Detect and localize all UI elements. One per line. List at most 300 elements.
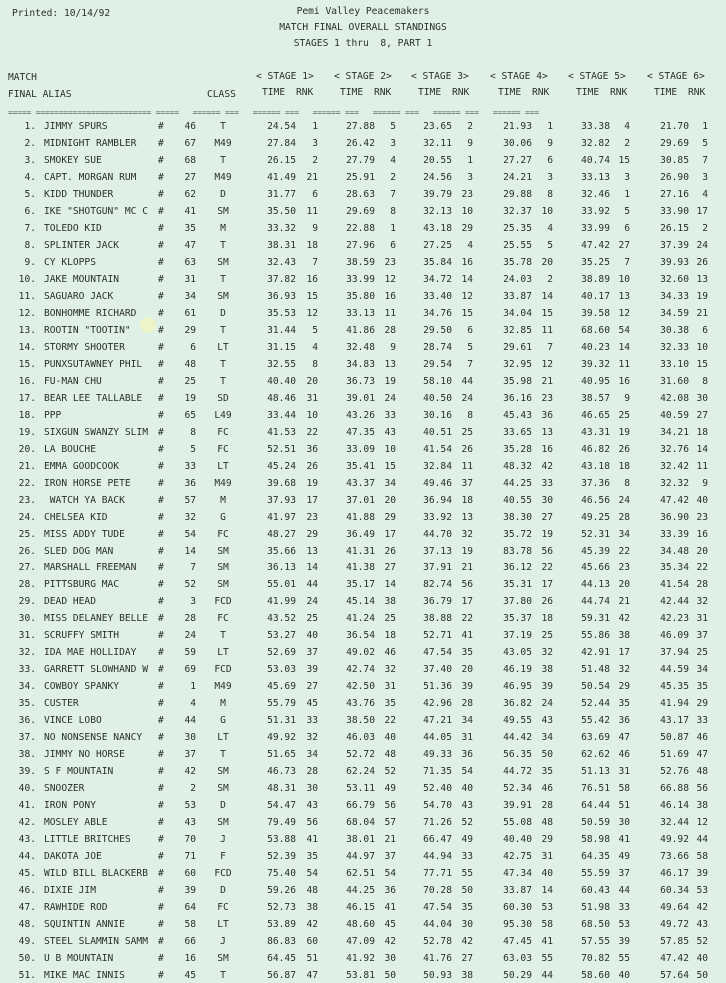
stage-2-time: 35.17	[346, 579, 375, 591]
shooter-alias: STEEL SLAMMIN SAMM	[44, 936, 148, 948]
stage-4-rnk-header: RNK	[532, 87, 550, 98]
stage-3-time: 33.92	[423, 511, 452, 523]
stage-6-rank: 48	[696, 766, 708, 778]
stage-6-rank: 40	[696, 494, 708, 506]
shooter-alias: PPP	[44, 409, 62, 421]
stage-6-time: 41.94	[660, 698, 689, 710]
stage-6-time: 21.70	[660, 121, 689, 132]
stage-4-time: 34.04	[503, 307, 532, 319]
stage-4-time: 49.55	[503, 715, 532, 727]
stage-3-time: 37.13	[423, 545, 452, 557]
shooter-class: D	[220, 885, 226, 897]
stage-3-rank: 56	[461, 579, 473, 591]
stage-2-rank: 48	[384, 749, 396, 761]
stage-2-time: 38.59	[346, 256, 375, 268]
number-sign: #	[158, 596, 164, 608]
stage-2-time: 41.88	[346, 511, 375, 523]
stage-6-rank: 12	[696, 817, 708, 829]
stage-2-rank: 31	[384, 681, 396, 693]
stage-1-time: 55.79	[267, 698, 296, 710]
stage-5-time: 32.82	[581, 137, 610, 149]
table-row	[0, 714, 726, 728]
table-row	[0, 273, 726, 287]
stage-6-rank: 26	[696, 256, 708, 268]
place-number: 12.	[18, 307, 36, 319]
stage-2-rank: 15	[384, 460, 396, 472]
stage-6-time: 46.14	[660, 800, 689, 812]
stage-2-time: 47.35	[346, 426, 375, 438]
stage-5-rank: 14	[618, 341, 630, 353]
stage-2-rank: 34	[384, 477, 396, 489]
table-row	[0, 154, 726, 168]
stage-1-time: 24.54	[267, 121, 296, 132]
stage-3-rank: 25	[461, 426, 473, 438]
stage-2-rank: 17	[384, 528, 396, 540]
stage-2-time: 26.42	[346, 137, 375, 149]
stage-3-time: 44.05	[423, 732, 452, 744]
stage-6-rank: 28	[696, 579, 708, 591]
stage-6-time: 33.90	[660, 205, 689, 217]
stage-2-rank: 3	[390, 137, 396, 149]
stage-4-time: 42.75	[503, 851, 532, 863]
shooter-class: T	[220, 630, 226, 642]
shooter-number: 7	[190, 562, 196, 574]
stage-5-time: 44.13	[581, 579, 610, 591]
stage-1-rank: 15	[306, 290, 318, 302]
shooter-number: 24	[184, 630, 196, 642]
stage-6-time: 29.69	[660, 137, 689, 149]
stage-5-time: 68.60	[581, 324, 610, 336]
stage-3-rank: 5	[467, 341, 473, 353]
stage-3-rank: 50	[461, 885, 473, 897]
stage-6-time: 32.76	[660, 443, 689, 455]
stage-1-rank: 37	[306, 647, 318, 659]
stage-2-rank: 6	[390, 239, 396, 251]
stage-1-time: 43.52	[267, 613, 296, 625]
stage-3-time: 33.40	[423, 290, 452, 302]
stage-5-time: 40.23	[581, 341, 610, 353]
stage-3-time: 41.76	[423, 953, 452, 965]
stage-1-time: 36.93	[267, 290, 296, 302]
place-number: 50.	[18, 953, 36, 965]
stage-5-time: 39.58	[581, 307, 610, 319]
stage-3-rank: 10	[461, 205, 473, 217]
table-row	[0, 578, 726, 592]
shooter-number: 1	[190, 681, 196, 693]
stage-1-rank: 43	[306, 800, 318, 812]
stage-5-time: 39.32	[581, 358, 610, 370]
stage-1-time: 49.92	[267, 732, 296, 744]
shooter-number: 5	[190, 443, 196, 455]
stage-6-rank: 37	[696, 630, 708, 642]
stage-2-time: 38.50	[346, 715, 375, 727]
stage-6-rank: 32	[696, 596, 708, 608]
stage-3-rank: 8	[467, 409, 473, 421]
shooter-alias: NO NONSENSE NANCY	[44, 732, 143, 744]
stage-5-rank: 46	[618, 749, 630, 761]
stage-1-time: 52.51	[267, 443, 296, 455]
shooter-number: 66	[184, 936, 196, 948]
stage-5-time: 52.31	[581, 528, 610, 540]
stage-1-time: 35.53	[267, 307, 296, 319]
stage-1-time: 37.93	[267, 494, 296, 506]
shooter-class: D	[220, 800, 226, 812]
number-sign: #	[158, 256, 164, 268]
stage-3-rank: 33	[461, 851, 473, 863]
shooter-alias: WATCH YA BACK	[44, 494, 125, 506]
stage-1-rank: 33	[306, 715, 318, 727]
stage-3-time: 37.40	[423, 664, 452, 676]
stage-2-time: 48.60	[346, 919, 375, 931]
stage-3-time: 47.54	[423, 647, 452, 659]
stage-1-time: 54.47	[267, 800, 296, 812]
table-row	[0, 561, 726, 575]
stage-3-time: 41.54	[423, 443, 452, 455]
stage-6-time: 47.42	[660, 494, 689, 506]
stage-6-time: 32.33	[660, 341, 689, 353]
stage-4-time: 56.35	[503, 749, 532, 761]
stage-5-rank: 47	[618, 732, 630, 744]
stage-4-rank: 17	[541, 579, 553, 591]
shooter-class: SM	[217, 953, 229, 965]
shooter-number: 65	[184, 409, 196, 421]
stage-2-rank: 24	[384, 392, 396, 404]
place-number: 30.	[18, 613, 36, 625]
stage-4-time: 35.72	[503, 528, 532, 540]
stage-2-time: 35.80	[346, 290, 375, 302]
stage-1-rank: 38	[306, 902, 318, 914]
shooter-class: T	[220, 358, 226, 370]
stage-5-rank: 37	[618, 868, 630, 880]
table-row	[0, 137, 726, 151]
stage-6-rank: 29	[696, 698, 708, 710]
stage-2-rank: 52	[384, 766, 396, 778]
stage-1-time: 41.49	[267, 171, 296, 183]
stage-2-time: 66.79	[346, 800, 375, 812]
table-row	[0, 239, 726, 253]
place-number: 14.	[18, 341, 36, 353]
shooter-class: SM	[217, 766, 229, 778]
shooter-class: D	[220, 188, 226, 200]
stage-5-rank: 36	[618, 715, 630, 727]
stage-4-time: 44.72	[503, 766, 532, 778]
shooter-alias: IDA MAE HOLLIDAY	[44, 647, 137, 659]
stage-5-time: 60.43	[581, 885, 610, 897]
stage-3-rank: 17	[461, 596, 473, 608]
stage-3-rank: 52	[461, 817, 473, 829]
stage-3-rank: 39	[461, 681, 473, 693]
shooter-number: 47	[184, 239, 196, 251]
stage-2-time: 22.88	[346, 222, 375, 234]
table-row	[0, 375, 726, 389]
place-number: 25.	[18, 528, 36, 540]
stage-1-rank: 9	[312, 222, 318, 234]
stage-1-header: < STAGE 1>	[256, 71, 314, 82]
number-sign: #	[158, 647, 164, 659]
stage-1-rank: 54	[306, 868, 318, 880]
stage-1-time: 27.84	[267, 137, 296, 149]
stage-6-time: 46.17	[660, 868, 689, 880]
stage-1-rank: 60	[306, 936, 318, 948]
stage-6-rank: 23	[696, 511, 708, 523]
stage-1-rank: 26	[306, 460, 318, 472]
stage-4-rank: 15	[541, 307, 553, 319]
stage-1-time: 52.39	[267, 851, 296, 863]
stage-2-time: 41.86	[346, 324, 375, 336]
shooter-alias: VINCE LOBO	[44, 715, 102, 727]
place-number: 20.	[18, 443, 36, 455]
table-row	[0, 528, 726, 542]
stage-5-time: 35.25	[581, 256, 610, 268]
stage-6-time: 34.21	[660, 426, 689, 438]
table-row	[0, 697, 726, 711]
stage-1-rank: 8	[312, 358, 318, 370]
place-number: 29.	[18, 596, 36, 608]
stage-5-time: 42.91	[581, 647, 610, 659]
stage-2-rank: 14	[384, 579, 396, 591]
stage-6-rank: 43	[696, 919, 708, 931]
stage-3-rank: 2	[467, 121, 473, 132]
stage-6-time: 42.08	[660, 392, 689, 404]
stage-2-rnk-header: RNK	[374, 87, 392, 98]
stage-2-rank: 57	[384, 817, 396, 829]
stage-3-time: 44.04	[423, 919, 452, 931]
stage-2-rank: 50	[384, 970, 396, 981]
place-number: 10.	[18, 273, 36, 285]
stage-3-time: 35.84	[423, 256, 452, 268]
stage-4-time: 48.32	[503, 460, 532, 472]
stage-3-rank: 9	[467, 137, 473, 149]
stage-5-rank: 26	[618, 443, 630, 455]
stage-5-time: 33.92	[581, 205, 610, 217]
stage-3-rank: 31	[461, 732, 473, 744]
stage-5-rank: 30	[618, 817, 630, 829]
stage-5-rank: 2	[624, 137, 630, 149]
stage-3-time: 52.40	[423, 783, 452, 795]
stage-1-rank: 22	[306, 426, 318, 438]
table-row	[0, 358, 726, 372]
stage-4-rank: 36	[541, 409, 553, 421]
place-number: 42.	[18, 817, 36, 829]
shooter-alias: BONHOMME RICHARD	[44, 307, 137, 319]
stage-5-rank: 54	[618, 324, 630, 336]
table-row	[0, 867, 726, 881]
stage-2-rank: 35	[384, 698, 396, 710]
stage-3-rank: 30	[461, 919, 473, 931]
stage-4-rank: 25	[541, 630, 553, 642]
stage-4-time: 33.87	[503, 885, 532, 897]
stage-3-rnk-header: RNK	[452, 87, 470, 98]
table-row	[0, 918, 726, 932]
number-sign: #	[158, 834, 164, 846]
stage-5-rank: 3	[624, 171, 630, 183]
table-row	[0, 426, 726, 440]
stage-2-time: 36.54	[346, 630, 375, 642]
stage-1-rank: 14	[306, 562, 318, 574]
stage-1-rank: 2	[312, 154, 318, 166]
stage-2-rank: 5	[390, 121, 396, 132]
stage-3-rank: 19	[461, 545, 473, 557]
stage-2-time: 38.01	[346, 834, 375, 846]
shooter-class: L49	[214, 409, 232, 421]
number-sign: #	[158, 953, 164, 965]
stage-4-header: < STAGE 4>	[490, 71, 548, 82]
shooter-number: 63	[184, 256, 196, 268]
stage-1-time: 53.89	[267, 919, 296, 931]
number-sign: #	[158, 817, 164, 829]
number-sign: #	[158, 341, 164, 353]
stage-1-time: 48.31	[267, 783, 296, 795]
stage-2-time: 27.79	[346, 154, 375, 166]
stage-2-rank: 28	[384, 324, 396, 336]
place-number: 19.	[18, 426, 36, 438]
stage-5-rank: 27	[618, 239, 630, 251]
stage-2-time: 43.37	[346, 477, 375, 489]
shooter-class: SM	[217, 783, 229, 795]
shooter-number: 46	[184, 121, 196, 132]
table-row	[0, 816, 726, 830]
stage-6-time: 34.48	[660, 545, 689, 557]
stage-1-time: 32.43	[267, 256, 296, 268]
stage-6-time: 31.60	[660, 375, 689, 387]
stage-5-time: 37.36	[581, 477, 610, 489]
stage-1-rank: 42	[306, 919, 318, 931]
shooter-class: M49	[214, 681, 232, 693]
number-sign: #	[158, 936, 164, 948]
stage-3-rank: 23	[461, 188, 473, 200]
shooter-alias: U B MOUNTAIN	[44, 953, 114, 965]
stage-2-rank: 41	[384, 902, 396, 914]
stage-6-time: 39.93	[660, 256, 689, 268]
stage-2-time: 29.69	[346, 205, 375, 217]
place-number: 35.	[18, 698, 36, 710]
stage-2-rank: 8	[390, 205, 396, 217]
stage-6-rank: 2	[702, 222, 708, 234]
place-number: 18.	[18, 409, 36, 421]
stage-6-rank: 20	[696, 545, 708, 557]
shooter-class: F	[220, 851, 226, 863]
table-row	[0, 222, 726, 236]
stage-6-time: 51.69	[660, 749, 689, 761]
stage-3-rank: 24	[461, 392, 473, 404]
place-number: 9.	[24, 256, 36, 268]
shooter-class: SD	[217, 392, 229, 404]
match-header: MATCH	[8, 72, 37, 83]
stage-3-rank: 1	[467, 154, 473, 166]
stage-6-rank: 8	[702, 375, 708, 387]
shooter-class: LT	[217, 732, 229, 744]
place-number: 34.	[18, 681, 36, 693]
number-sign: #	[158, 426, 164, 438]
stage-5-time: 46.56	[581, 494, 610, 506]
stage-6-time: 32.44	[660, 817, 689, 829]
stage-3-time: 71.26	[423, 817, 452, 829]
shooter-number: 39	[184, 885, 196, 897]
place-number: 31.	[18, 630, 36, 642]
stage-4-rank: 32	[541, 647, 553, 659]
stage-4-time: 32.37	[503, 205, 532, 217]
stage-4-time: 39.91	[503, 800, 532, 812]
stage-3-rank: 6	[467, 324, 473, 336]
stage-4-time: 35.31	[503, 579, 532, 591]
stage-5-rank: 10	[618, 273, 630, 285]
stage-5-time: 59.31	[581, 613, 610, 625]
shooter-alias: MISS DELANEY BELLE	[44, 613, 148, 625]
shooter-class: FC	[217, 426, 229, 438]
stage-2-rank: 4	[390, 154, 396, 166]
number-sign: #	[158, 358, 164, 370]
stage-1-time: 41.53	[267, 426, 296, 438]
stage-6-time: 42.44	[660, 596, 689, 608]
stage-2-rank: 10	[384, 443, 396, 455]
number-sign: #	[158, 919, 164, 931]
stage-2-rank: 16	[384, 290, 396, 302]
stage-5-rank: 35	[618, 698, 630, 710]
stage-5-time: 32.46	[581, 188, 610, 200]
table-row	[0, 511, 726, 525]
stage-5-rank: 34	[618, 528, 630, 540]
shooter-alias: SQUINTIN ANNIE	[44, 919, 125, 931]
stage-5-rank: 29	[618, 681, 630, 693]
stage-6-rank: 6	[702, 324, 708, 336]
stage-2-rank: 29	[384, 511, 396, 523]
shooter-class: SM	[217, 256, 229, 268]
stage-3-time: 34.72	[423, 273, 452, 285]
number-sign: #	[158, 222, 164, 234]
stage-5-rank: 51	[618, 800, 630, 812]
stage-4-time: 35.37	[503, 613, 532, 625]
shooter-number: 31	[184, 273, 196, 285]
number-sign: #	[158, 392, 164, 404]
shooter-alias: JAKE MOUNTAIN	[44, 273, 120, 285]
stage-4-rank: 58	[541, 919, 553, 931]
place-number: 24.	[18, 511, 36, 523]
table-row	[0, 663, 726, 677]
table-row	[0, 969, 726, 983]
stage-6-rank: 58	[696, 851, 708, 863]
stage-5-rank: 21	[618, 596, 630, 608]
stage-4-rank: 50	[541, 749, 553, 761]
stage-4-time: 36.12	[503, 562, 532, 574]
shooter-alias: PUNXSUTAWNEY PHIL	[44, 358, 143, 370]
stage-6-time: 32.32	[660, 477, 689, 489]
stage-1-rank: 18	[306, 239, 318, 251]
stage-5-time: 43.18	[581, 460, 610, 472]
number-sign: #	[158, 443, 164, 455]
stage-3-time: 28.74	[423, 341, 452, 353]
shooter-alias: GARRETT SLOWHAND W	[44, 664, 148, 676]
number-sign: #	[158, 749, 164, 761]
shooter-number: 36	[184, 477, 196, 489]
place-number: 45.	[18, 868, 36, 880]
stage-5-time: 51.98	[581, 902, 610, 914]
stage-3-rank: 16	[461, 256, 473, 268]
shooter-number: 16	[184, 953, 196, 965]
stage-2-time: 25.91	[346, 171, 375, 183]
shooter-alias: MIDNIGHT RAMBLER	[44, 137, 137, 149]
stage-4-rank: 48	[541, 817, 553, 829]
number-sign: #	[158, 579, 164, 591]
stage-5-time: 45.39	[581, 545, 610, 557]
stage-5-rank: 40	[618, 970, 630, 981]
stage-3-time: 82.74	[423, 579, 452, 591]
stage-2-time: 41.31	[346, 545, 375, 557]
stage-5-time: 62.62	[581, 749, 610, 761]
place-number: 43.	[18, 834, 36, 846]
stage-1-time: 35.66	[267, 545, 296, 557]
stage-4-rank: 5	[547, 239, 553, 251]
stage-4-rank: 12	[541, 358, 553, 370]
